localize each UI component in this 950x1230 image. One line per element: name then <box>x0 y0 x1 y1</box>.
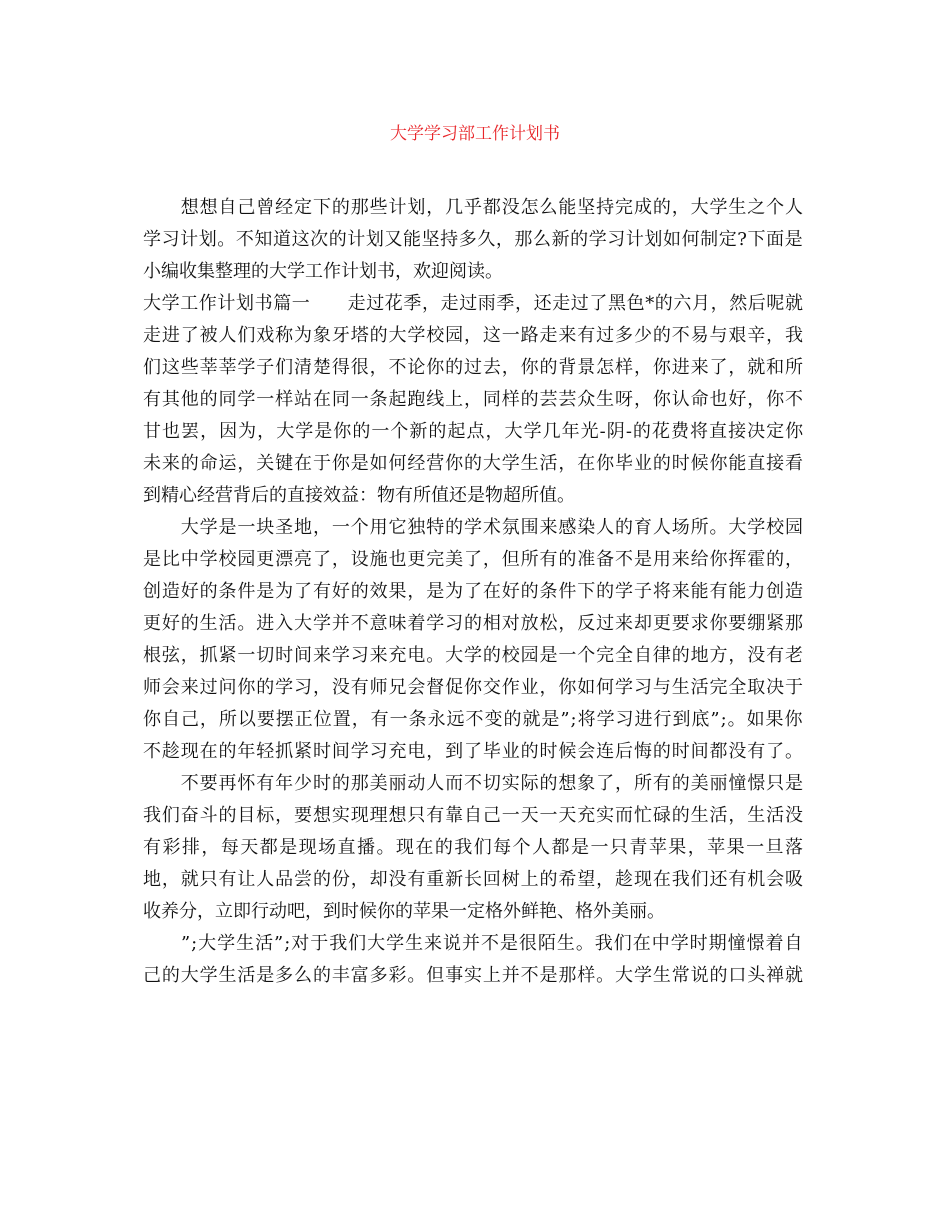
text-line: 己的大学生活是多么的丰富多彩。但事实上并不是那样。大学生常说的口头禅就 <box>143 965 804 986</box>
text-line: 收养分，立即行动吧，到时候你的苹果一定格外鲜艳、格外美丽。 <box>143 901 665 922</box>
text-line: 你自己，所以要摆正位置，有一条永远不变的就是”;将学习进行到底”;。如果你 <box>143 709 804 730</box>
text-line: 根弦，抓紧一切时间来学习来充电。大学的校园是一个完全自律的地方，没有老 <box>143 645 804 666</box>
document-body <box>143 192 803 992</box>
text-line: 大学是一块圣地，一个用它独特的学术氛围来感染人的育人场所。大学校园 <box>143 517 804 538</box>
text-line: 走进了被人们戏称为象牙塔的大学校园，这一路走来有过多少的不易与艰辛，我 <box>143 325 804 346</box>
text-line: ”;大学生活”;对于我们大学生来说并不是很陌生。我们在中学时期憧憬着自 <box>143 933 804 954</box>
text-line: 甘也罢，因为，大学是你的一个新的起点，大学几年光-阴-的花费将直接决定你 <box>143 421 805 442</box>
text-line: 未来的命运，关键在于你是如何经营你的大学生活，在你毕业的时候你能直接看 <box>143 453 804 474</box>
text-line: 有彩排，每天都是现场直播。现在的我们每个人都是一只青苹果，苹果一旦落 <box>143 837 805 858</box>
text-line: 师会来过问你的学习，没有师兄会督促你交作业，你如何学习与生活完全取决于 <box>143 677 804 698</box>
text-line: 到精心经营背后的直接效益：物有所值还是物超所值。 <box>143 485 575 506</box>
text-line: 不要再怀有年少时的那美丽动人而不切实际的想象了，所有的美丽憧憬只是 <box>143 773 804 794</box>
text-line: 们这些莘莘学子们清楚得很，不论你的过去，你的背景怎样，你进来了，就和所 <box>143 357 804 378</box>
text-line: 更好的生活。进入大学并不意味着学习的相对放松，反过来却更要求你要绷紧那 <box>143 613 804 634</box>
text-line: 有其他的同学一样站在同一条起跑线上，同样的芸芸众生呀，你认命也好，你不 <box>143 389 804 410</box>
text-line: 学习计划。不知道这次的计划又能坚持多久，那么新的学习计划如何制定?下面是 <box>143 229 804 250</box>
text-line: 地，就只有让人品尝的份，却没有重新长回树上的希望，趁现在我们还有机会吸 <box>143 869 804 890</box>
text-line: 创造好的条件是为了有好的效果，是为了在好的条件下的学子将来能有能力创造 <box>143 581 804 602</box>
text-line: 是比中学校园更漂亮了，设施也更完美了，但所有的准备不是用来给你挥霍的， <box>143 549 804 570</box>
text-line: 大学工作计划书篇一 走过花季，走过雨季，还走过了黑色*的六月，然后呢就 <box>143 293 804 314</box>
document-title: 大学学习部工作计划书 <box>390 124 560 144</box>
text-line: 我们奋斗的目标，要想实现理想只有靠自己一天一天充实而忙碌的生活，生活没 <box>143 805 804 826</box>
text-line: 想想自己曾经定下的那些计划，几乎都没怎么能坚持完成的，大学生之个人 <box>143 197 804 218</box>
text-line: 不趁现在的年轻抓紧时间学习充电，到了毕业的时候会连后悔的时间都没有了。 <box>143 741 804 762</box>
text-line: 小编收集整理的大学工作计划书，欢迎阅读。 <box>143 261 503 282</box>
